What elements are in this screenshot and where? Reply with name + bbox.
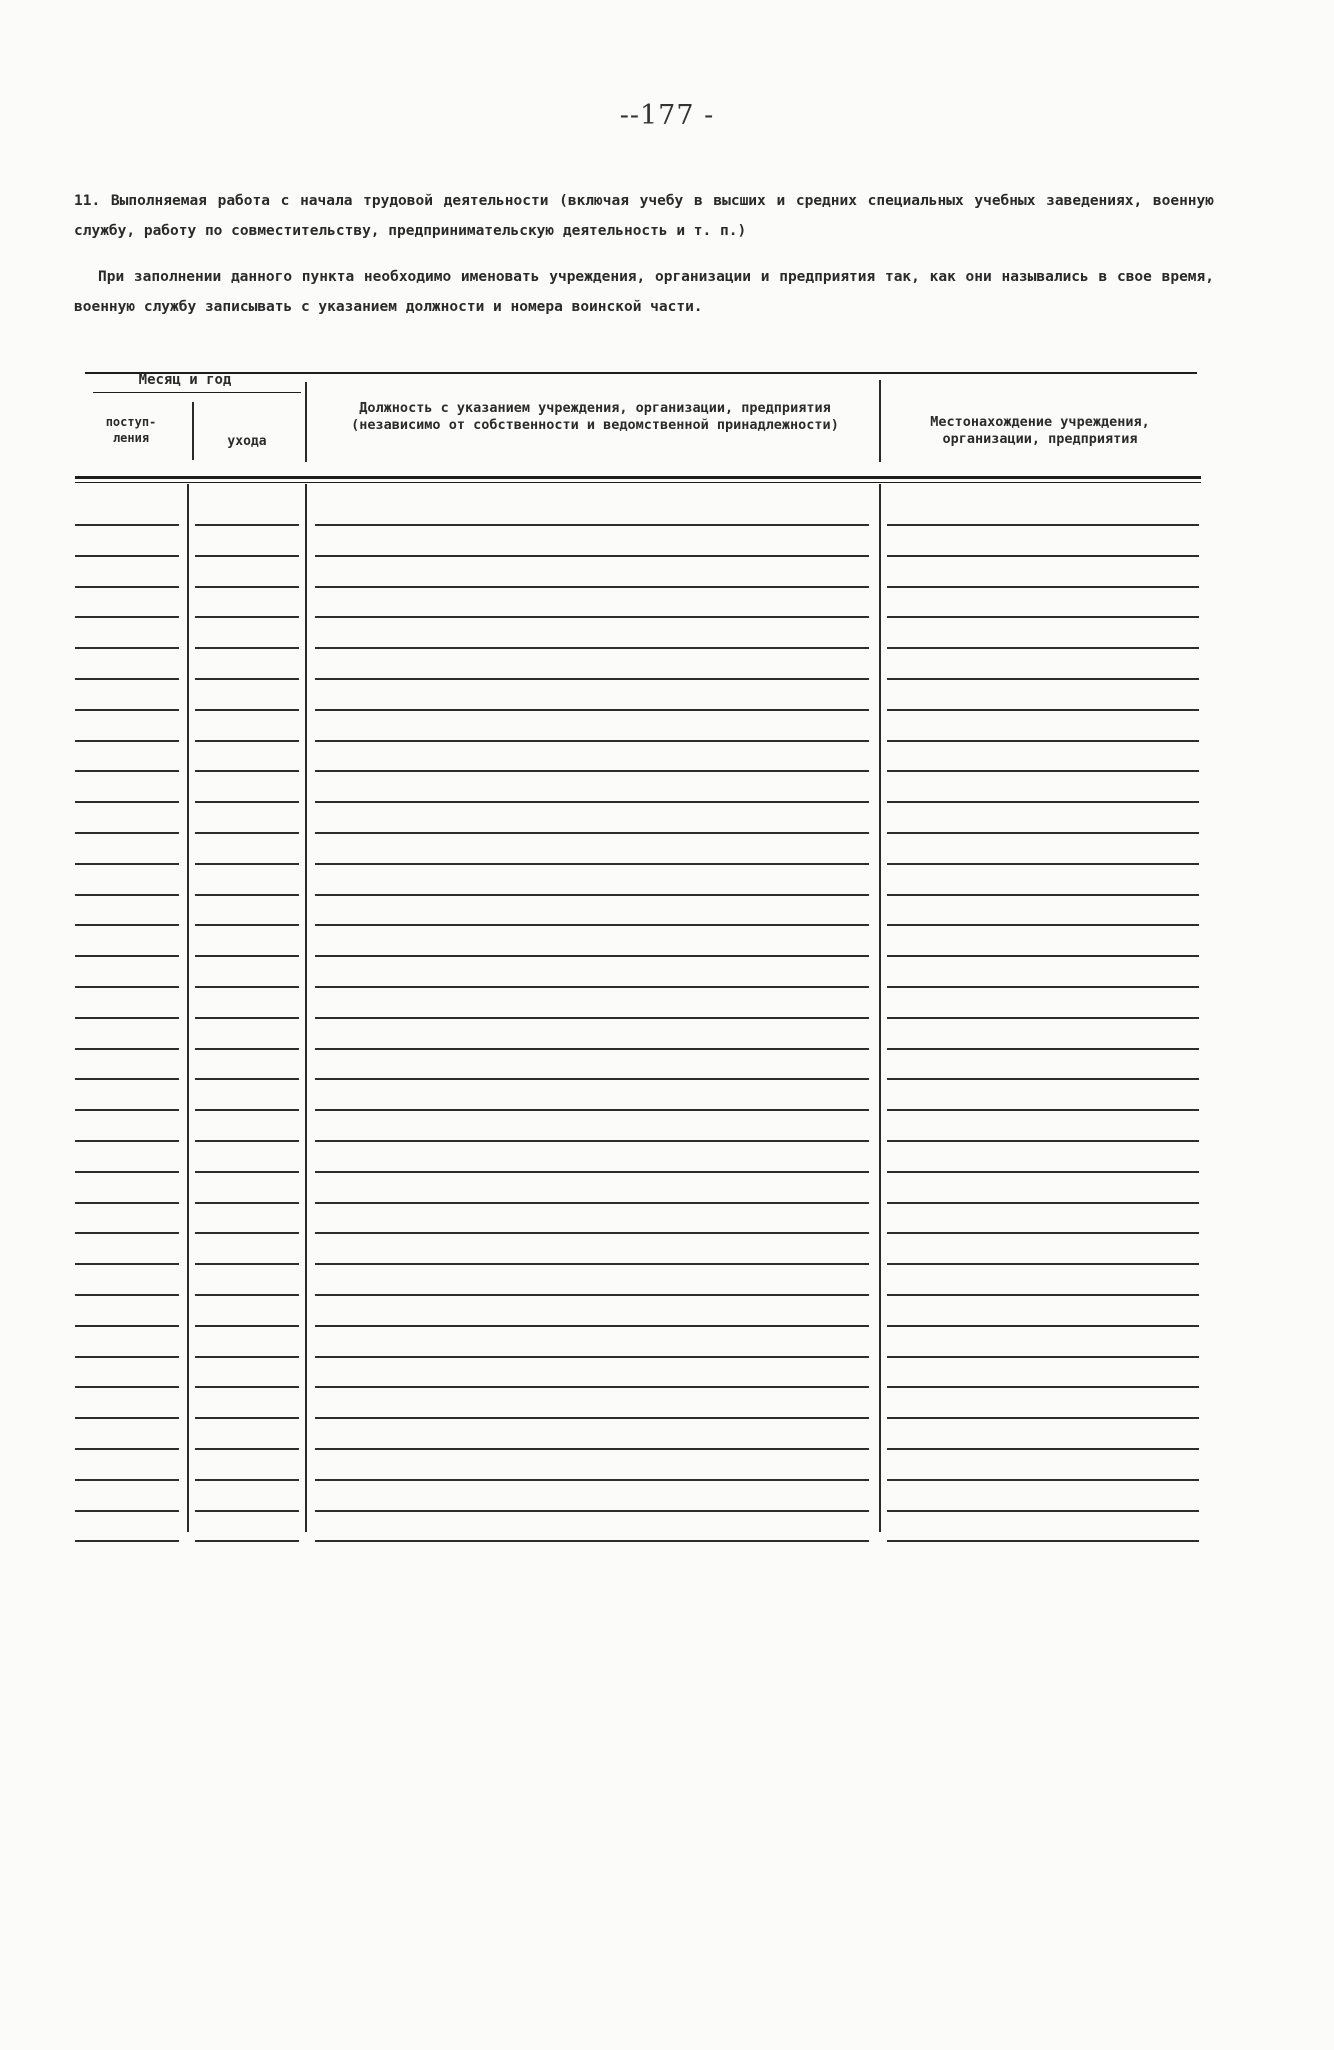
blank-line-exit xyxy=(195,1417,299,1419)
blank-line-position xyxy=(315,524,869,526)
blank-line-position xyxy=(315,1386,869,1388)
blank-line-entry xyxy=(75,1078,179,1080)
blank-line-location xyxy=(887,647,1199,649)
blank-line-exit xyxy=(195,1294,299,1296)
blank-line-exit xyxy=(195,1356,299,1358)
blank-line-exit xyxy=(195,1202,299,1204)
blank-line-exit xyxy=(195,1078,299,1080)
blank-line-position xyxy=(315,1356,869,1358)
blank-line-position xyxy=(315,616,869,618)
blank-line-location xyxy=(887,1078,1199,1080)
blank-line-location xyxy=(887,924,1199,926)
blank-line-exit xyxy=(195,955,299,957)
blank-line-location xyxy=(887,894,1199,896)
blank-line-location xyxy=(887,1017,1199,1019)
blank-line-location xyxy=(887,1325,1199,1327)
blank-line-location xyxy=(887,1109,1199,1111)
blank-line-location xyxy=(887,524,1199,526)
blank-line-position xyxy=(315,1017,869,1019)
blank-line-position xyxy=(315,1171,869,1173)
blank-line-entry xyxy=(75,616,179,618)
blank-line-position xyxy=(315,924,869,926)
blank-line-entry xyxy=(75,524,179,526)
section-instructions xyxy=(74,186,1214,322)
blank-line-position xyxy=(315,586,869,588)
blank-line-position xyxy=(315,678,869,680)
blank-line-entry xyxy=(75,1232,179,1234)
header-location: Местонахождение учреждения, организации, предприятия xyxy=(930,414,1150,447)
blank-line-location xyxy=(887,1294,1199,1296)
blank-line-exit xyxy=(195,1232,299,1234)
blank-line-position xyxy=(315,1109,869,1111)
blank-line-position xyxy=(315,740,869,742)
blank-line-position xyxy=(315,1202,869,1204)
blank-line-position xyxy=(315,894,869,896)
blank-line-entry xyxy=(75,1540,179,1542)
blank-line-entry xyxy=(75,1479,179,1481)
header-entry: поступ- ления xyxy=(105,415,157,445)
blank-line-entry xyxy=(75,555,179,557)
blank-line-position xyxy=(315,1048,869,1050)
blank-line-exit xyxy=(195,1171,299,1173)
blank-line-location xyxy=(887,986,1199,988)
blank-line-exit xyxy=(195,801,299,803)
blank-line-exit xyxy=(195,863,299,865)
header-bottom-border-inner xyxy=(75,482,1201,483)
blank-line-location xyxy=(887,770,1199,772)
blank-line-exit xyxy=(195,924,299,926)
blank-line-entry xyxy=(75,709,179,711)
blank-line-entry xyxy=(75,986,179,988)
blank-line-position xyxy=(315,709,869,711)
blank-line-location xyxy=(887,1140,1199,1142)
section-note: При заполнении данного пункта необходимо именовать учреждения, организации и предприятия так, как они назывались в свое время, военную службу записывать с указанием должности и номера воинской части. xyxy=(74,269,1214,315)
blank-line-location xyxy=(887,678,1199,680)
blank-line-entry xyxy=(75,894,179,896)
blank-line-exit xyxy=(195,555,299,557)
blank-line-location xyxy=(887,1232,1199,1234)
blank-line-entry xyxy=(75,1386,179,1388)
blank-line-entry xyxy=(75,678,179,680)
blank-line-location xyxy=(887,832,1199,834)
blank-line-entry xyxy=(75,955,179,957)
blank-line-location xyxy=(887,555,1199,557)
blank-line-entry xyxy=(75,863,179,865)
blank-line-location xyxy=(887,955,1199,957)
blank-line-exit xyxy=(195,616,299,618)
blank-line-exit xyxy=(195,678,299,680)
blank-line-entry xyxy=(75,586,179,588)
blank-line-position xyxy=(315,1448,869,1450)
blank-line-position xyxy=(315,1510,869,1512)
blank-line-position xyxy=(315,1232,869,1234)
blank-line-entry xyxy=(75,1417,179,1419)
body-divider-entry-exit xyxy=(187,484,189,1532)
blank-line-exit xyxy=(195,1448,299,1450)
blank-line-exit xyxy=(195,1263,299,1265)
body-divider-dates-position xyxy=(305,484,307,1532)
blank-line-entry xyxy=(75,1356,179,1358)
blank-line-exit xyxy=(195,647,299,649)
blank-line-exit xyxy=(195,1048,299,1050)
header-divider-position-location xyxy=(879,380,881,462)
blank-line-entry xyxy=(75,1325,179,1327)
blank-line-location xyxy=(887,863,1199,865)
blank-line-location xyxy=(887,1540,1199,1542)
blank-line-entry xyxy=(75,740,179,742)
header-position: Должность с указанием учреждения, организации, предприятия (независимо от собственности и ведомственной принадлежности) xyxy=(351,400,839,433)
blank-line-position xyxy=(315,1078,869,1080)
blank-line-location xyxy=(887,1202,1199,1204)
blank-line-location xyxy=(887,1386,1199,1388)
section-title: 11. Выполняемая работа с начала трудовой деятельности (включая учебу в высших и средних специальных учебных заведениях, военную службу, работу по совместительству, предпринимательскую деятельность и т. п.) xyxy=(74,193,1214,239)
blank-line-entry xyxy=(75,1140,179,1142)
blank-line-exit xyxy=(195,1386,299,1388)
blank-line-location xyxy=(887,616,1199,618)
blank-line-entry xyxy=(75,1017,179,1019)
blank-line-position xyxy=(315,863,869,865)
blank-line-position xyxy=(315,647,869,649)
blank-line-entry xyxy=(75,1510,179,1512)
blank-line-exit xyxy=(195,524,299,526)
blank-line-entry xyxy=(75,770,179,772)
blank-line-exit xyxy=(195,1325,299,1327)
blank-line-entry xyxy=(75,801,179,803)
blank-line-location xyxy=(887,1171,1199,1173)
header-bottom-border xyxy=(75,476,1201,479)
blank-line-entry xyxy=(75,1263,179,1265)
blank-line-exit xyxy=(195,894,299,896)
body-divider-position-location xyxy=(879,484,881,1532)
header-divider-entry-exit xyxy=(192,402,194,460)
blank-line-exit xyxy=(195,1479,299,1481)
blank-line-entry xyxy=(75,924,179,926)
blank-line-exit xyxy=(195,740,299,742)
header-exit: ухода xyxy=(227,434,267,449)
header-month-year-underline xyxy=(93,392,301,393)
blank-line-position xyxy=(315,832,869,834)
blank-line-entry xyxy=(75,832,179,834)
blank-line-entry xyxy=(75,1048,179,1050)
blank-line-position xyxy=(315,1294,869,1296)
blank-line-exit xyxy=(195,1510,299,1512)
blank-line-location xyxy=(887,1479,1199,1481)
blank-line-entry xyxy=(75,1448,179,1450)
blank-line-position xyxy=(315,1325,869,1327)
blank-line-location xyxy=(887,586,1199,588)
blank-line-exit xyxy=(195,1017,299,1019)
blank-line-entry xyxy=(75,647,179,649)
blank-line-position xyxy=(315,801,869,803)
blank-line-position xyxy=(315,555,869,557)
blank-line-location xyxy=(887,1417,1199,1419)
blank-line-exit xyxy=(195,586,299,588)
blank-line-location xyxy=(887,1048,1199,1050)
blank-line-position xyxy=(315,1417,869,1419)
blank-line-exit xyxy=(195,1109,299,1111)
blank-line-exit xyxy=(195,1140,299,1142)
blank-line-exit xyxy=(195,986,299,988)
header-month-year: Месяц и год xyxy=(138,372,232,388)
blank-line-location xyxy=(887,709,1199,711)
blank-line-position xyxy=(315,1263,869,1265)
blank-line-location xyxy=(887,1356,1199,1358)
blank-line-location xyxy=(887,1510,1199,1512)
blank-line-position xyxy=(315,955,869,957)
blank-line-location xyxy=(887,1448,1199,1450)
blank-line-entry xyxy=(75,1294,179,1296)
header-divider-dates-position xyxy=(305,382,307,462)
blank-line-entry xyxy=(75,1109,179,1111)
blank-line-location xyxy=(887,740,1199,742)
blank-line-position xyxy=(315,1140,869,1142)
blank-line-exit xyxy=(195,770,299,772)
blank-line-exit xyxy=(195,1540,299,1542)
blank-line-position xyxy=(315,1479,869,1481)
blank-line-position xyxy=(315,986,869,988)
blank-line-entry xyxy=(75,1171,179,1173)
blank-line-exit xyxy=(195,832,299,834)
blank-line-entry xyxy=(75,1202,179,1204)
blank-line-location xyxy=(887,801,1199,803)
blank-line-exit xyxy=(195,709,299,711)
page-number: --177 - xyxy=(619,100,715,131)
blank-line-location xyxy=(887,1263,1199,1265)
blank-line-position xyxy=(315,1540,869,1542)
blank-line-position xyxy=(315,770,869,772)
